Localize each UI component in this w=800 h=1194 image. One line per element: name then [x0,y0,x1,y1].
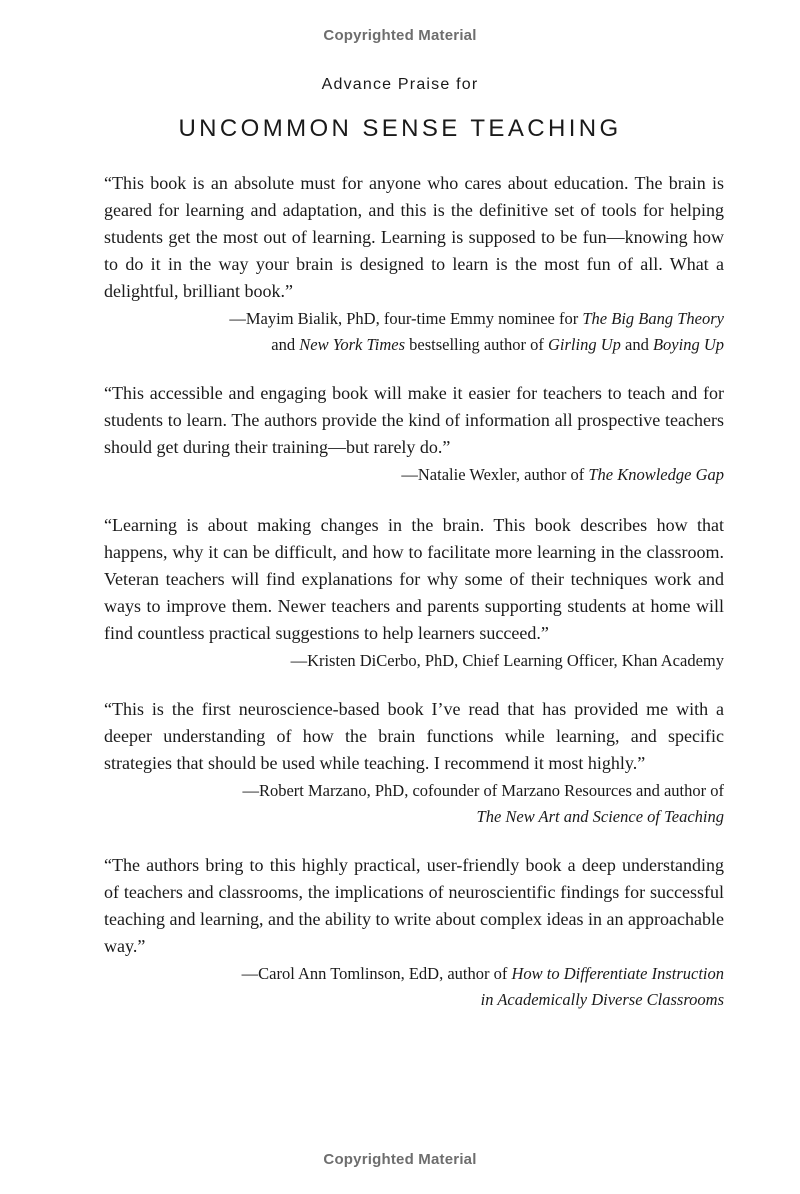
copyright-watermark-bottom: Copyrighted Material [323,1151,477,1168]
praise-attribution [104,461,724,488]
attribution-title: Girling Up [548,335,621,354]
praise-item [104,380,724,488]
attribution-text: —Natalie Wexler, author of [401,465,589,484]
attribution-title: How to Differentiate Instruction [511,964,724,983]
praise-attribution [104,960,724,1013]
praise-item [104,696,724,830]
attribution-text: and [620,335,653,354]
attribution-title: in Academically Diverse Classrooms [480,990,724,1009]
praise-item [104,170,724,358]
attribution-text: —Mayim Bialik, PhD, four-time Emmy nominee for [229,309,583,328]
praise-list [104,170,724,1035]
attribution-text: bestselling author of [405,335,548,354]
attribution-title: Boying Up [652,335,724,354]
attribution-title: The Big Bang Theory [582,309,724,328]
attribution-text: —Carol Ann Tomlinson, EdD, author of [241,964,512,983]
praise-item [104,852,724,1013]
praise-quote: “This is the first neuroscience-based book I’ve read that has provided me with a deeper understanding of how the brain functions while learning, and specific strategies that should be used while teaching. I recommend it most highly.” [104,699,724,773]
praise-attribution [104,305,724,358]
attribution-text: —Robert Marzano, PhD, cofounder of Marzano Resources and author of [242,781,724,800]
praise-quote: “This book is an absolute must for anyone who cares about education. The brain is geared for learning and adaptation, and this is the definitive set of tools for helping students get the most out of learning. Learning is supposed to be fun—knowing how to do it in the way your brain is designed to learn is the most fun of all. What a delightful, brilliant book.” [104,173,724,301]
praise-item [104,512,724,674]
attribution-text: and [271,335,300,354]
attribution-title: The New Art and Science of Teaching [476,807,724,826]
copyright-watermark-top: Copyrighted Material [323,27,477,44]
attribution-text: —Kristen DiCerbo, PhD, Chief Learning Officer, Khan Academy [290,651,724,670]
praise-attribution [104,647,724,674]
praise-quote: “This accessible and engaging book will make it easier for teachers to teach and for students to learn. The authors provide the kind of information all prospective teachers should get during their training—but rarely do.” [104,383,724,457]
book-title: UNCOMMON SENSE TEACHING [178,115,622,142]
praise-quote: “Learning is about making changes in the brain. This book describes how that happens, why it can be difficult, and how to facilitate more learning in the classroom. Veteran teachers will find explanations for why some of their techniques work and ways to improve them. Newer teachers and parents supporting students at home will find countless practical suggestions to help learners succeed.” [104,515,724,643]
praise-quote: “The authors bring to this highly practical, user-friendly book a deep understanding of teachers and classrooms, the implications of neuroscientific findings for successful teaching and learning, and the ability to write about complex ideas in an approachable way.” [104,855,724,956]
praise-attribution [104,777,724,830]
attribution-title: New York Times [299,335,406,354]
praise-kicker: Advance Praise for [321,76,479,93]
attribution-title: The Knowledge Gap [588,465,724,484]
